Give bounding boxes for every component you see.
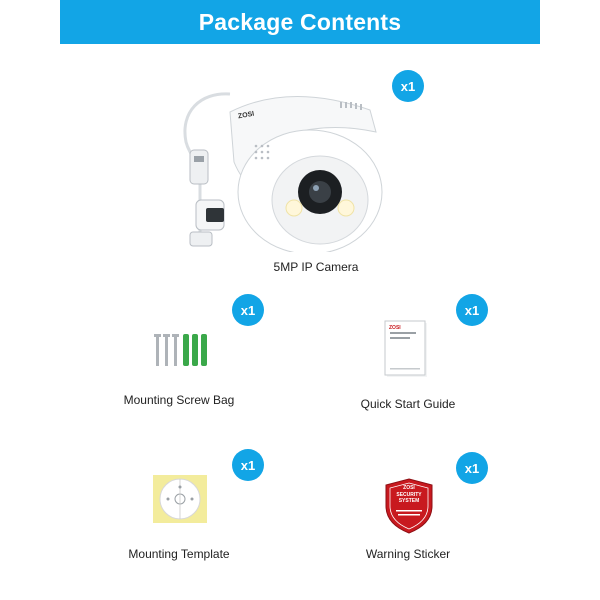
- header-banner: [60, 0, 540, 44]
- quantity-badge: x1: [232, 449, 264, 481]
- sticker-text: SECURITY SYSTEM: [396, 492, 422, 504]
- quantity-badge: x1: [392, 70, 424, 102]
- screw-bag-caption: Mounting Screw Bag: [123, 393, 235, 407]
- quantity-badge: x1: [456, 294, 488, 326]
- template-caption: Mounting Template: [128, 547, 230, 561]
- camera-illustration: [170, 82, 390, 252]
- page-title: Package Contents: [198, 8, 402, 35]
- guide-brand-logo: ZOSI: [389, 325, 401, 331]
- camera-brand-logo: ZOSI: [237, 110, 255, 121]
- screw-bag-illustration: [152, 330, 210, 372]
- guide-caption: Quick Start Guide: [360, 397, 456, 411]
- quantity-badge: x1: [456, 452, 488, 484]
- sticker-brand-logo: ZOSI: [403, 485, 415, 491]
- quantity-badge: x1: [232, 294, 264, 326]
- sticker-caption: Warning Sticker: [365, 547, 451, 561]
- template-illustration: [152, 474, 208, 524]
- camera-caption: 5MP IP Camera: [273, 260, 359, 274]
